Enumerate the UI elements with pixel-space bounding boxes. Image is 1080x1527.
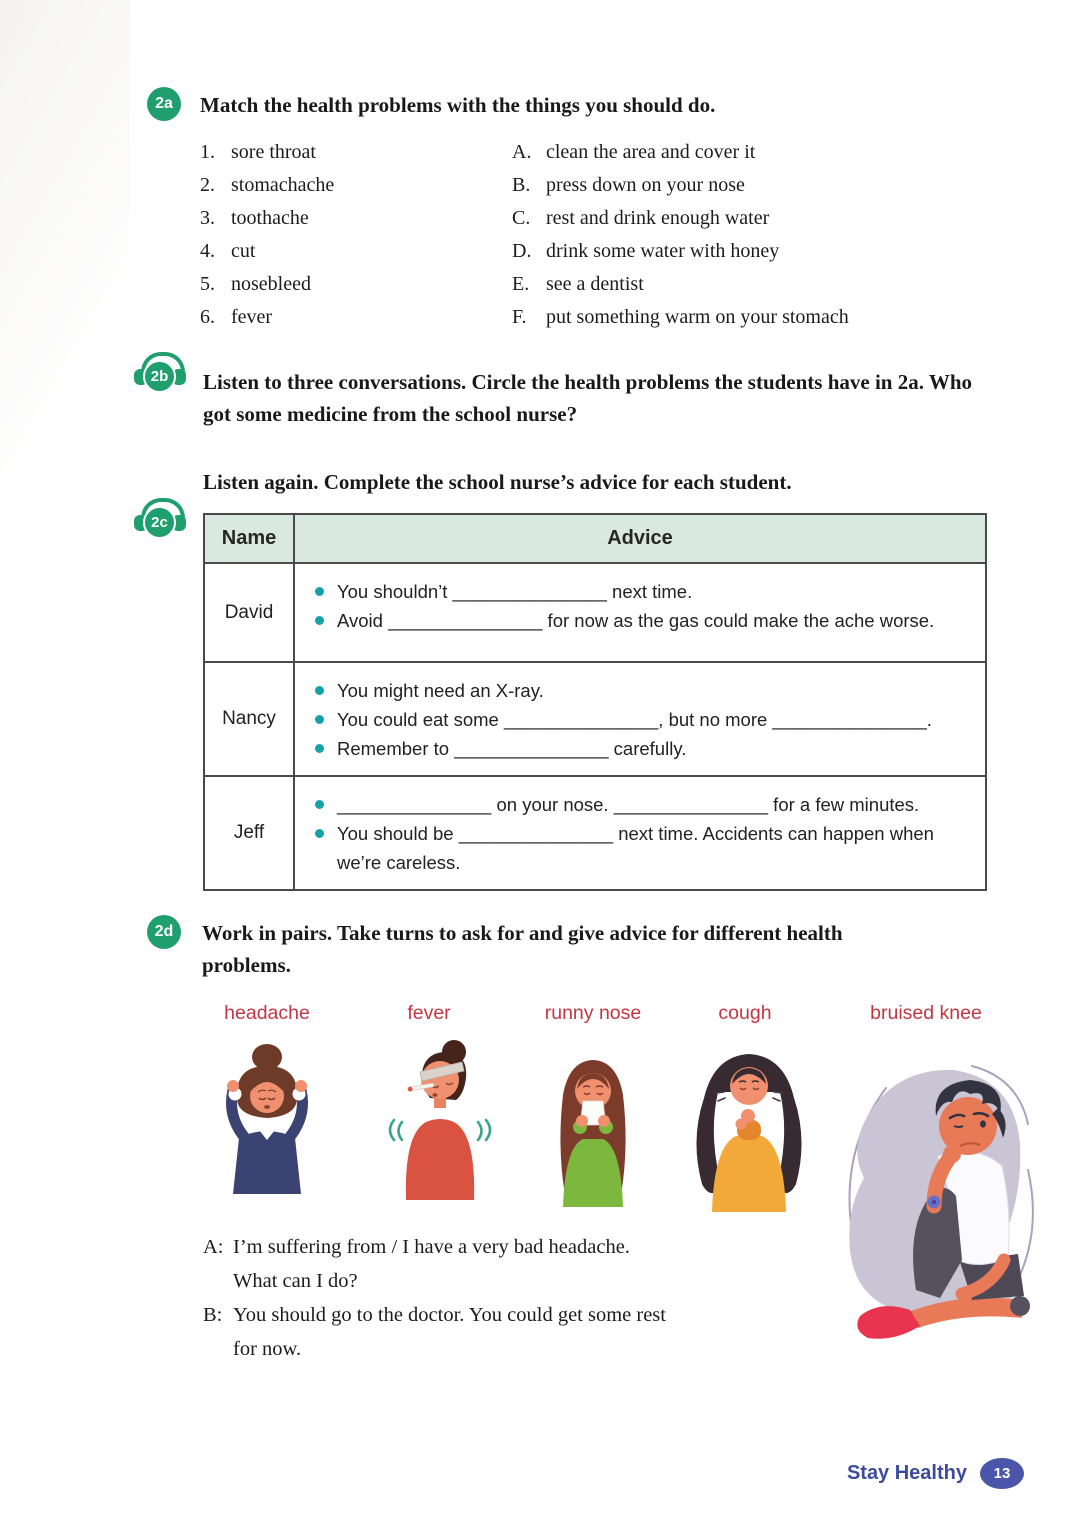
advice-line — [315, 577, 969, 606]
table-row — [205, 777, 985, 889]
bullet-icon — [315, 616, 324, 625]
advice-text: You could eat some _______________, but no more _______________. — [337, 709, 932, 730]
list-item — [200, 268, 334, 301]
item-text: rest and drink enough water — [546, 207, 770, 229]
list-item — [200, 301, 334, 334]
item-text: toothache — [231, 207, 309, 229]
footer-unit-title: Stay Healthy — [846, 1462, 967, 1484]
item-text: fever — [231, 306, 273, 328]
item-text: press down on your nose — [546, 174, 745, 196]
advice-text: You should be _______________ next time. Accidents can happen when we’re careless. — [337, 823, 934, 873]
activity-badge-2b — [134, 352, 186, 400]
item-text: clean the area and cover it — [546, 141, 756, 163]
item-number: 6. — [200, 306, 215, 328]
health-label-headache: headache — [224, 1002, 310, 1024]
advice-line — [315, 790, 969, 819]
name-cell: Jeff — [205, 777, 295, 889]
cough-illustration — [686, 1040, 812, 1212]
health-label-runny-nose: runny nose — [544, 1002, 642, 1024]
bullet-icon — [315, 715, 324, 724]
dialogue-line: What can I do? — [233, 1270, 358, 1292]
item-number: C. — [512, 207, 531, 229]
dialogue-speaker: A: — [203, 1236, 224, 1258]
badge-label: 2c — [143, 506, 176, 539]
item-number: D. — [512, 240, 532, 262]
item-number: A. — [512, 141, 532, 163]
activity-badge-2d: 2d — [147, 915, 181, 949]
list-item — [512, 301, 849, 334]
bullet-icon — [315, 587, 324, 596]
example-dialogue — [203, 1230, 803, 1366]
name-cell: David — [205, 564, 295, 661]
activity-2c-title: Listen again. Complete the school nurse’s advice for each student. — [203, 470, 792, 494]
advice-line — [315, 676, 969, 705]
activity-2b-title: Listen to three conversations. Circle the health problems the students have in 2a. Who got some medicine from the school nurse? — [203, 370, 973, 426]
list-item — [200, 202, 334, 235]
list-item — [200, 235, 334, 268]
fever-illustration — [380, 1038, 500, 1200]
activity-badge-2a: 2a — [147, 87, 181, 121]
dialogue-text — [233, 1298, 666, 1366]
item-number: 3. — [200, 207, 215, 229]
dialogue-speaker: B: — [203, 1304, 223, 1326]
item-text: stomachache — [231, 174, 335, 196]
activity-2a-title: Match the health problems with the things you should do. — [200, 93, 716, 117]
health-label-fever: fever — [407, 1002, 451, 1024]
advice-cell — [295, 663, 985, 775]
health-problems-list — [200, 136, 334, 334]
headache-illustration — [205, 1042, 329, 1194]
item-text: drink some water with honey — [546, 240, 780, 262]
name-cell: Nancy — [205, 663, 295, 775]
list-item — [200, 136, 334, 169]
list-item — [512, 202, 849, 235]
bullet-icon — [315, 686, 324, 695]
advice-text: Remember to _______________ carefully. — [337, 738, 687, 759]
page-footer — [847, 1458, 1024, 1489]
table-row — [205, 663, 985, 777]
table-header-name: Name — [205, 515, 295, 562]
item-number: F. — [512, 306, 527, 328]
advice-options-list — [512, 136, 849, 334]
item-text: see a dentist — [546, 273, 644, 295]
health-label-bruised-knee: bruised knee — [870, 1002, 982, 1024]
advice-line — [315, 705, 969, 734]
dialogue-turn-a — [203, 1230, 803, 1298]
advice-line — [315, 819, 969, 877]
bruised-knee-illustration — [822, 1050, 1047, 1342]
bullet-icon — [315, 744, 324, 753]
badge-label: 2b — [143, 360, 176, 393]
advice-cell — [295, 564, 985, 661]
list-item — [200, 169, 334, 202]
table-row — [205, 564, 985, 663]
bullet-icon — [315, 829, 324, 838]
dialogue-turn-b — [203, 1298, 803, 1366]
item-number: 1. — [200, 141, 215, 163]
dialogue-line: You should go to the doctor. You could get some rest — [233, 1304, 666, 1326]
item-number: 4. — [200, 240, 215, 262]
advice-line — [315, 734, 969, 763]
item-number: E. — [512, 273, 530, 295]
nurse-advice-table — [203, 513, 987, 891]
dialogue-line: for now. — [233, 1338, 302, 1360]
item-number: 5. — [200, 273, 215, 295]
item-text: cut — [231, 240, 256, 262]
advice-text: Avoid _______________ for now as the gas could make the ache worse. — [337, 610, 935, 631]
table-header-advice: Advice — [607, 527, 673, 549]
list-item — [512, 169, 849, 202]
item-number: 2. — [200, 174, 215, 196]
item-text: nosebleed — [231, 273, 311, 295]
list-item — [512, 235, 849, 268]
activity-badge-2c — [134, 498, 186, 546]
list-item — [512, 136, 849, 169]
advice-text: You shouldn’t _______________ next time. — [337, 581, 693, 602]
advice-text: You might need an X-ray. — [337, 680, 544, 701]
item-text: put something warm on your stomach — [546, 306, 849, 328]
bullet-icon — [315, 800, 324, 809]
item-number: B. — [512, 174, 531, 196]
runny-nose-illustration — [537, 1047, 649, 1207]
page-number-badge: 13 — [980, 1458, 1024, 1489]
dialogue-line: I’m suffering from / I have a very bad headache. — [233, 1236, 630, 1258]
item-text: sore throat — [231, 141, 316, 163]
list-item — [512, 268, 849, 301]
table-header-row — [205, 515, 985, 564]
activity-2d-title: Work in pairs. Take turns to ask for and give advice for different health problems. — [202, 921, 843, 977]
health-label-cough: cough — [718, 1002, 772, 1024]
advice-text: _______________ on your nose. _______________ for a few minutes. — [337, 794, 920, 815]
advice-line — [315, 606, 969, 635]
dialogue-text — [233, 1230, 630, 1298]
advice-cell — [295, 777, 985, 889]
